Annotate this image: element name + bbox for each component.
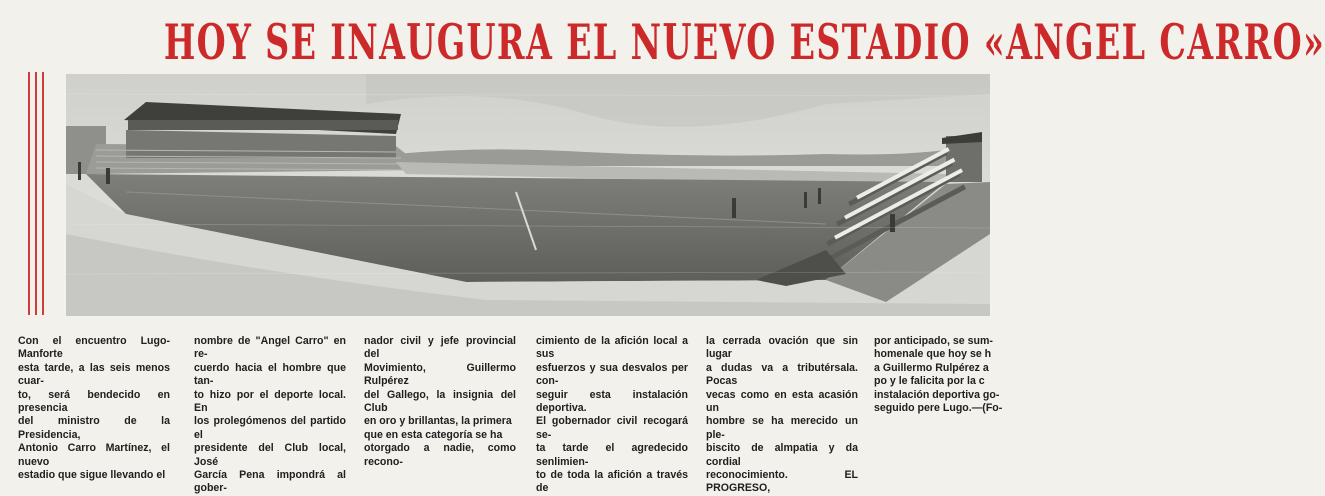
red-vertical-rule xyxy=(42,72,44,315)
article-column-1: Con el encuentro Lugo-Manforte esta tarde, a las seis menos cuar- to, será bendecido en presencia del ministro de la Presidencia, Antonio Carro Martínez, el nuevo estadio que sigue llevando el xyxy=(18,335,170,482)
headline: HOY SE INAUGURA EL NUEVO ESTADIO «ANGEL CARRO» xyxy=(163,13,1325,71)
red-vertical-rule xyxy=(35,72,37,315)
article-column-6: por anticipado, se sum- homenale que hoy se h a Guillermo Rulpérez a po y le falicita por la c instalación deportiva go- seguido pere Lugo.—(Fo- xyxy=(874,335,1003,415)
article-column-2: nombre de "Angel Carro" en re- cuerdo hacia el hombre que tan- to hizo por el deporte local. En los prolegómenos del partido el presidente del Club local, José García Pena impondrá al gober- xyxy=(194,335,346,495)
article-column-3: nador civil y jefe provincial del Movimiento, Guillermo Rulpérez del Gallego, la insignia del Club en oro y brillantas, la primera que en esta categoría se ha otorgado a nadie, como recono- xyxy=(364,335,516,468)
article-column-4: cimiento de la afición local a sus esfuerzos y sua desvalos per con- seguir esta instalación deportiva. El gobernador civil recogará se- ta tarde el agredecido senlimien- to de toda la afición a través de xyxy=(536,335,688,495)
red-vertical-rule xyxy=(28,72,30,315)
article-column-5: la cerrada ovación que sin lugar a dudas va a tributérsala. Pocas vecas como en esta acasión un hombre se ha merecido un ple- biscito de almpatia y da cordial reconocimiento. EL PROGRESO, xyxy=(706,335,858,495)
stadium-photograph xyxy=(66,74,990,316)
